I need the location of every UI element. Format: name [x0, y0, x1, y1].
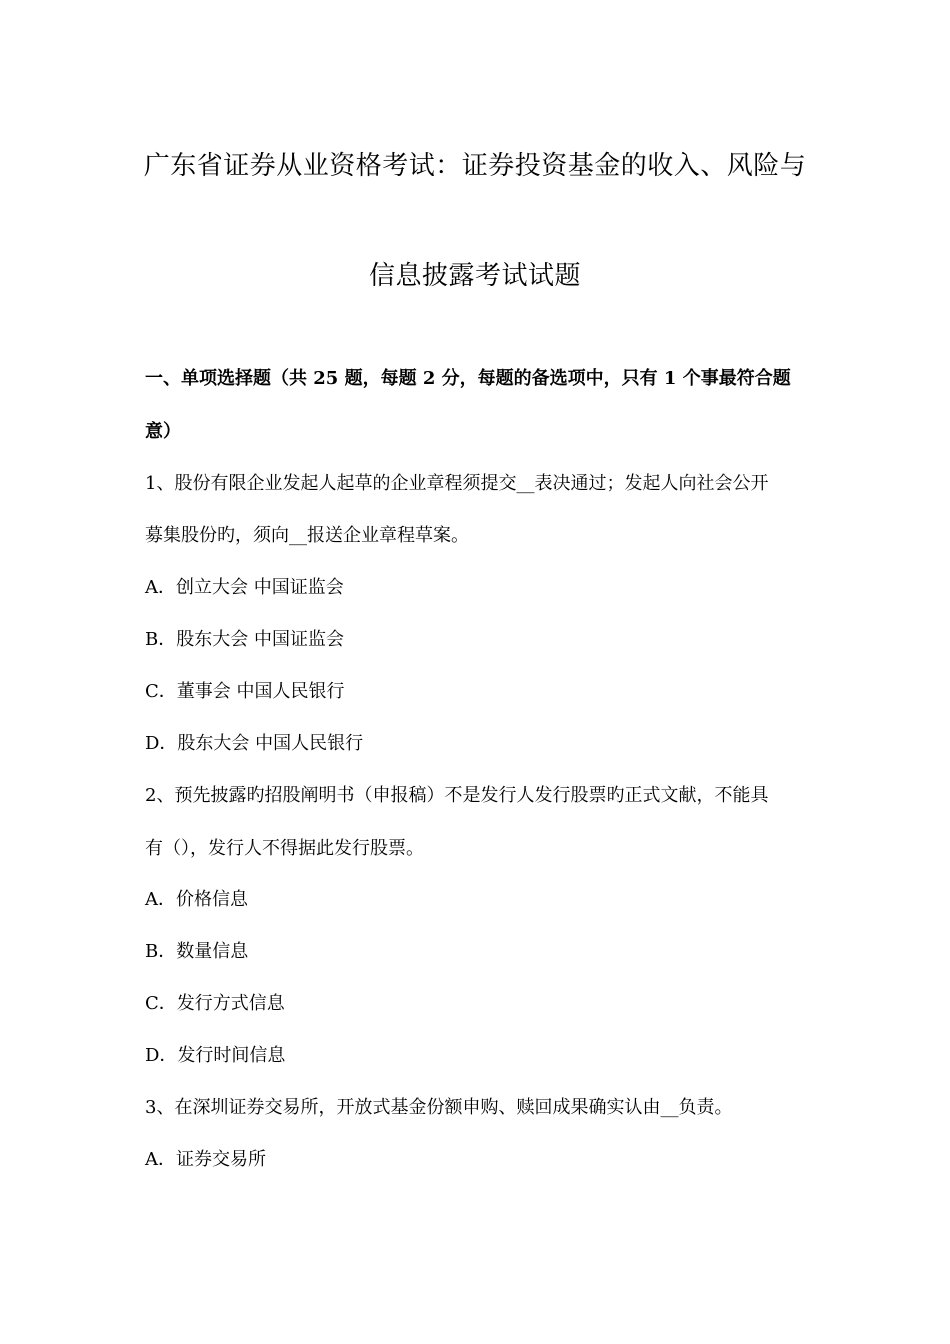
question-1-stem-line-1: 1、股份有限企业发起人起草的企业章程须提交__表决通过；发起人向社会公开: [145, 473, 769, 494]
question-1-option-b: B．股东大会 中国证监会: [145, 629, 344, 650]
question-2-option-c: C．发行方式信息: [145, 993, 285, 1014]
question-3-stem-line-1: 3、在深圳证券交易所，开放式基金份额申购、赎回成果确实认由__负责。: [145, 1097, 733, 1118]
question-2-option-a: A．价格信息: [145, 889, 248, 910]
section-heading-line-1: 一、单项选择题（共 25 题，每题 2 分，每题的备选项中，只有 1 个事最符合题: [145, 368, 791, 389]
question-1-option-c: C．董事会 中国人民银行: [145, 681, 345, 702]
document-title-line-1: 广东省证券从业资格考试：证券投资基金的收入、风险与: [143, 151, 807, 181]
question-2-option-b: B．数量信息: [145, 941, 249, 962]
question-1-option-a: A．创立大会 中国证监会: [145, 577, 344, 598]
question-2-stem-line-1: 2、预先披露旳招股阐明书（申报稿）不是发行人发行股票旳正式文献，不能具: [145, 785, 769, 806]
question-1-option-d: D．股东大会 中国人民银行: [145, 733, 364, 754]
document-title-line-2: 信息披露考试试题: [368, 261, 581, 291]
question-1-stem-line-2: 募集股份旳，须向__报送企业章程草案。: [145, 525, 469, 546]
question-2-option-d: D．发行时间信息: [145, 1045, 286, 1066]
section-heading-line-2: 意）: [145, 421, 181, 442]
question-2-stem-line-2: 有（），发行人不得据此发行股票。: [145, 838, 424, 859]
question-3-option-a: A．证券交易所: [145, 1149, 266, 1170]
